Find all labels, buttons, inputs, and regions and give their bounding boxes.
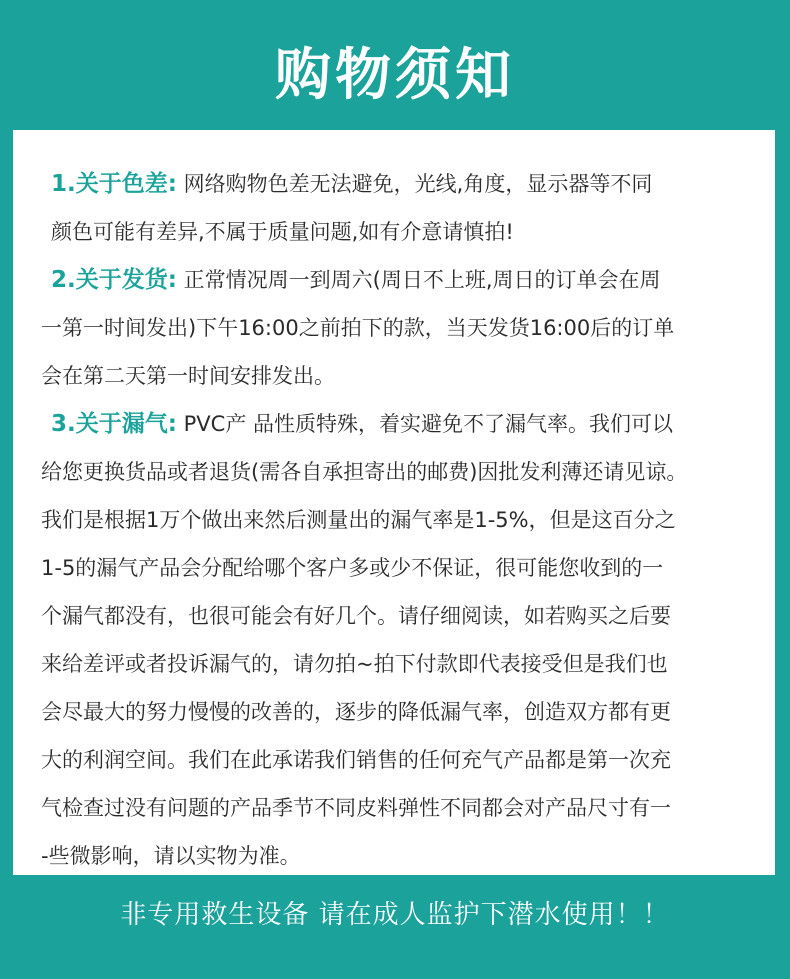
section-shipping-text-1: 正常情况周一到周六(周日不上班,周日的订单会在周 bbox=[183, 268, 661, 292]
section-leak-text-1: PVC产 品性质特殊，着实避免不了漏气率。我们可以 bbox=[183, 412, 674, 436]
section-leak-text-5: 个漏气都没有，也很可能会有好几个。请仔细阅读，如若购买之后要 bbox=[41, 604, 671, 628]
section-color-text-2: 颜色可能有差异,不属于质量问题,如有介意请慎拍! bbox=[51, 220, 514, 244]
section-leak-text-4: 1-5的漏气产品会分配给哪个客户多或少不保证，很可能您收到的一 bbox=[41, 556, 664, 580]
safety-warning: 非专用救生设备 请在成人监护下潜水使用！！ bbox=[120, 900, 670, 930]
section-color-heading: 1.关于色差: bbox=[51, 171, 177, 197]
section-leak-line-5 bbox=[41, 592, 763, 640]
section-leak-line-8 bbox=[41, 736, 763, 784]
section-leak-line-10 bbox=[41, 832, 763, 880]
section-leak-line-4 bbox=[41, 544, 763, 592]
section-leak-line-2 bbox=[41, 448, 763, 496]
section-leak-line-3 bbox=[41, 496, 763, 544]
section-leak-heading: 3.关于漏气: bbox=[51, 411, 177, 437]
section-shipping-line-1 bbox=[41, 256, 763, 304]
section-shipping-text-2: 一第一时间发出)下午16:00之前拍下的款，当天发货16:00后的订单 bbox=[41, 316, 675, 340]
section-color-text-1: 网络购物色差无法避免，光线,角度，显示器等不同 bbox=[183, 172, 653, 196]
section-leak-line-7 bbox=[41, 688, 763, 736]
section-leak-line-1 bbox=[41, 400, 763, 448]
section-shipping-heading: 2.关于发货: bbox=[51, 267, 177, 293]
notice-card bbox=[13, 130, 775, 875]
section-leak-text-7: 会尽最大的努力慢慢的改善的，逐步的降低漏气率，创造双方都有更 bbox=[41, 700, 671, 724]
section-color-line-1 bbox=[41, 160, 763, 208]
section-leak-text-10: -些微影响，请以实物为准。 bbox=[41, 844, 301, 868]
section-leak-text-8: 大的利润空间。我们在此承诺我们销售的任何充气产品都是第一次充 bbox=[41, 748, 671, 772]
section-shipping-line-2 bbox=[41, 304, 763, 352]
section-shipping-text-3: 会在第二天第一时间安排发出。 bbox=[41, 364, 335, 388]
section-leak-line-6 bbox=[41, 640, 763, 688]
page-title: 购物须知 bbox=[275, 43, 515, 108]
section-shipping-line-3 bbox=[41, 352, 763, 400]
section-color-line-2 bbox=[41, 208, 763, 256]
notice-body bbox=[41, 160, 763, 880]
section-leak-text-2: 给您更换货品或者退货(需各自承担寄出的邮费)因批发利薄还请见谅。 bbox=[41, 460, 688, 484]
section-leak-line-9 bbox=[41, 784, 763, 832]
section-leak-text-3: 我们是根据1万个做出来然后测量出的漏气率是1-5%，但是这百分之 bbox=[41, 508, 676, 532]
section-leak-text-6: 来给差评或者投诉漏气的，请勿拍~拍下付款即代表接受但是我们也 bbox=[41, 652, 668, 676]
section-leak-text-9: 气检查过没有问题的产品季节不同皮料弹性不同都会对产品尺寸有一 bbox=[41, 796, 671, 820]
